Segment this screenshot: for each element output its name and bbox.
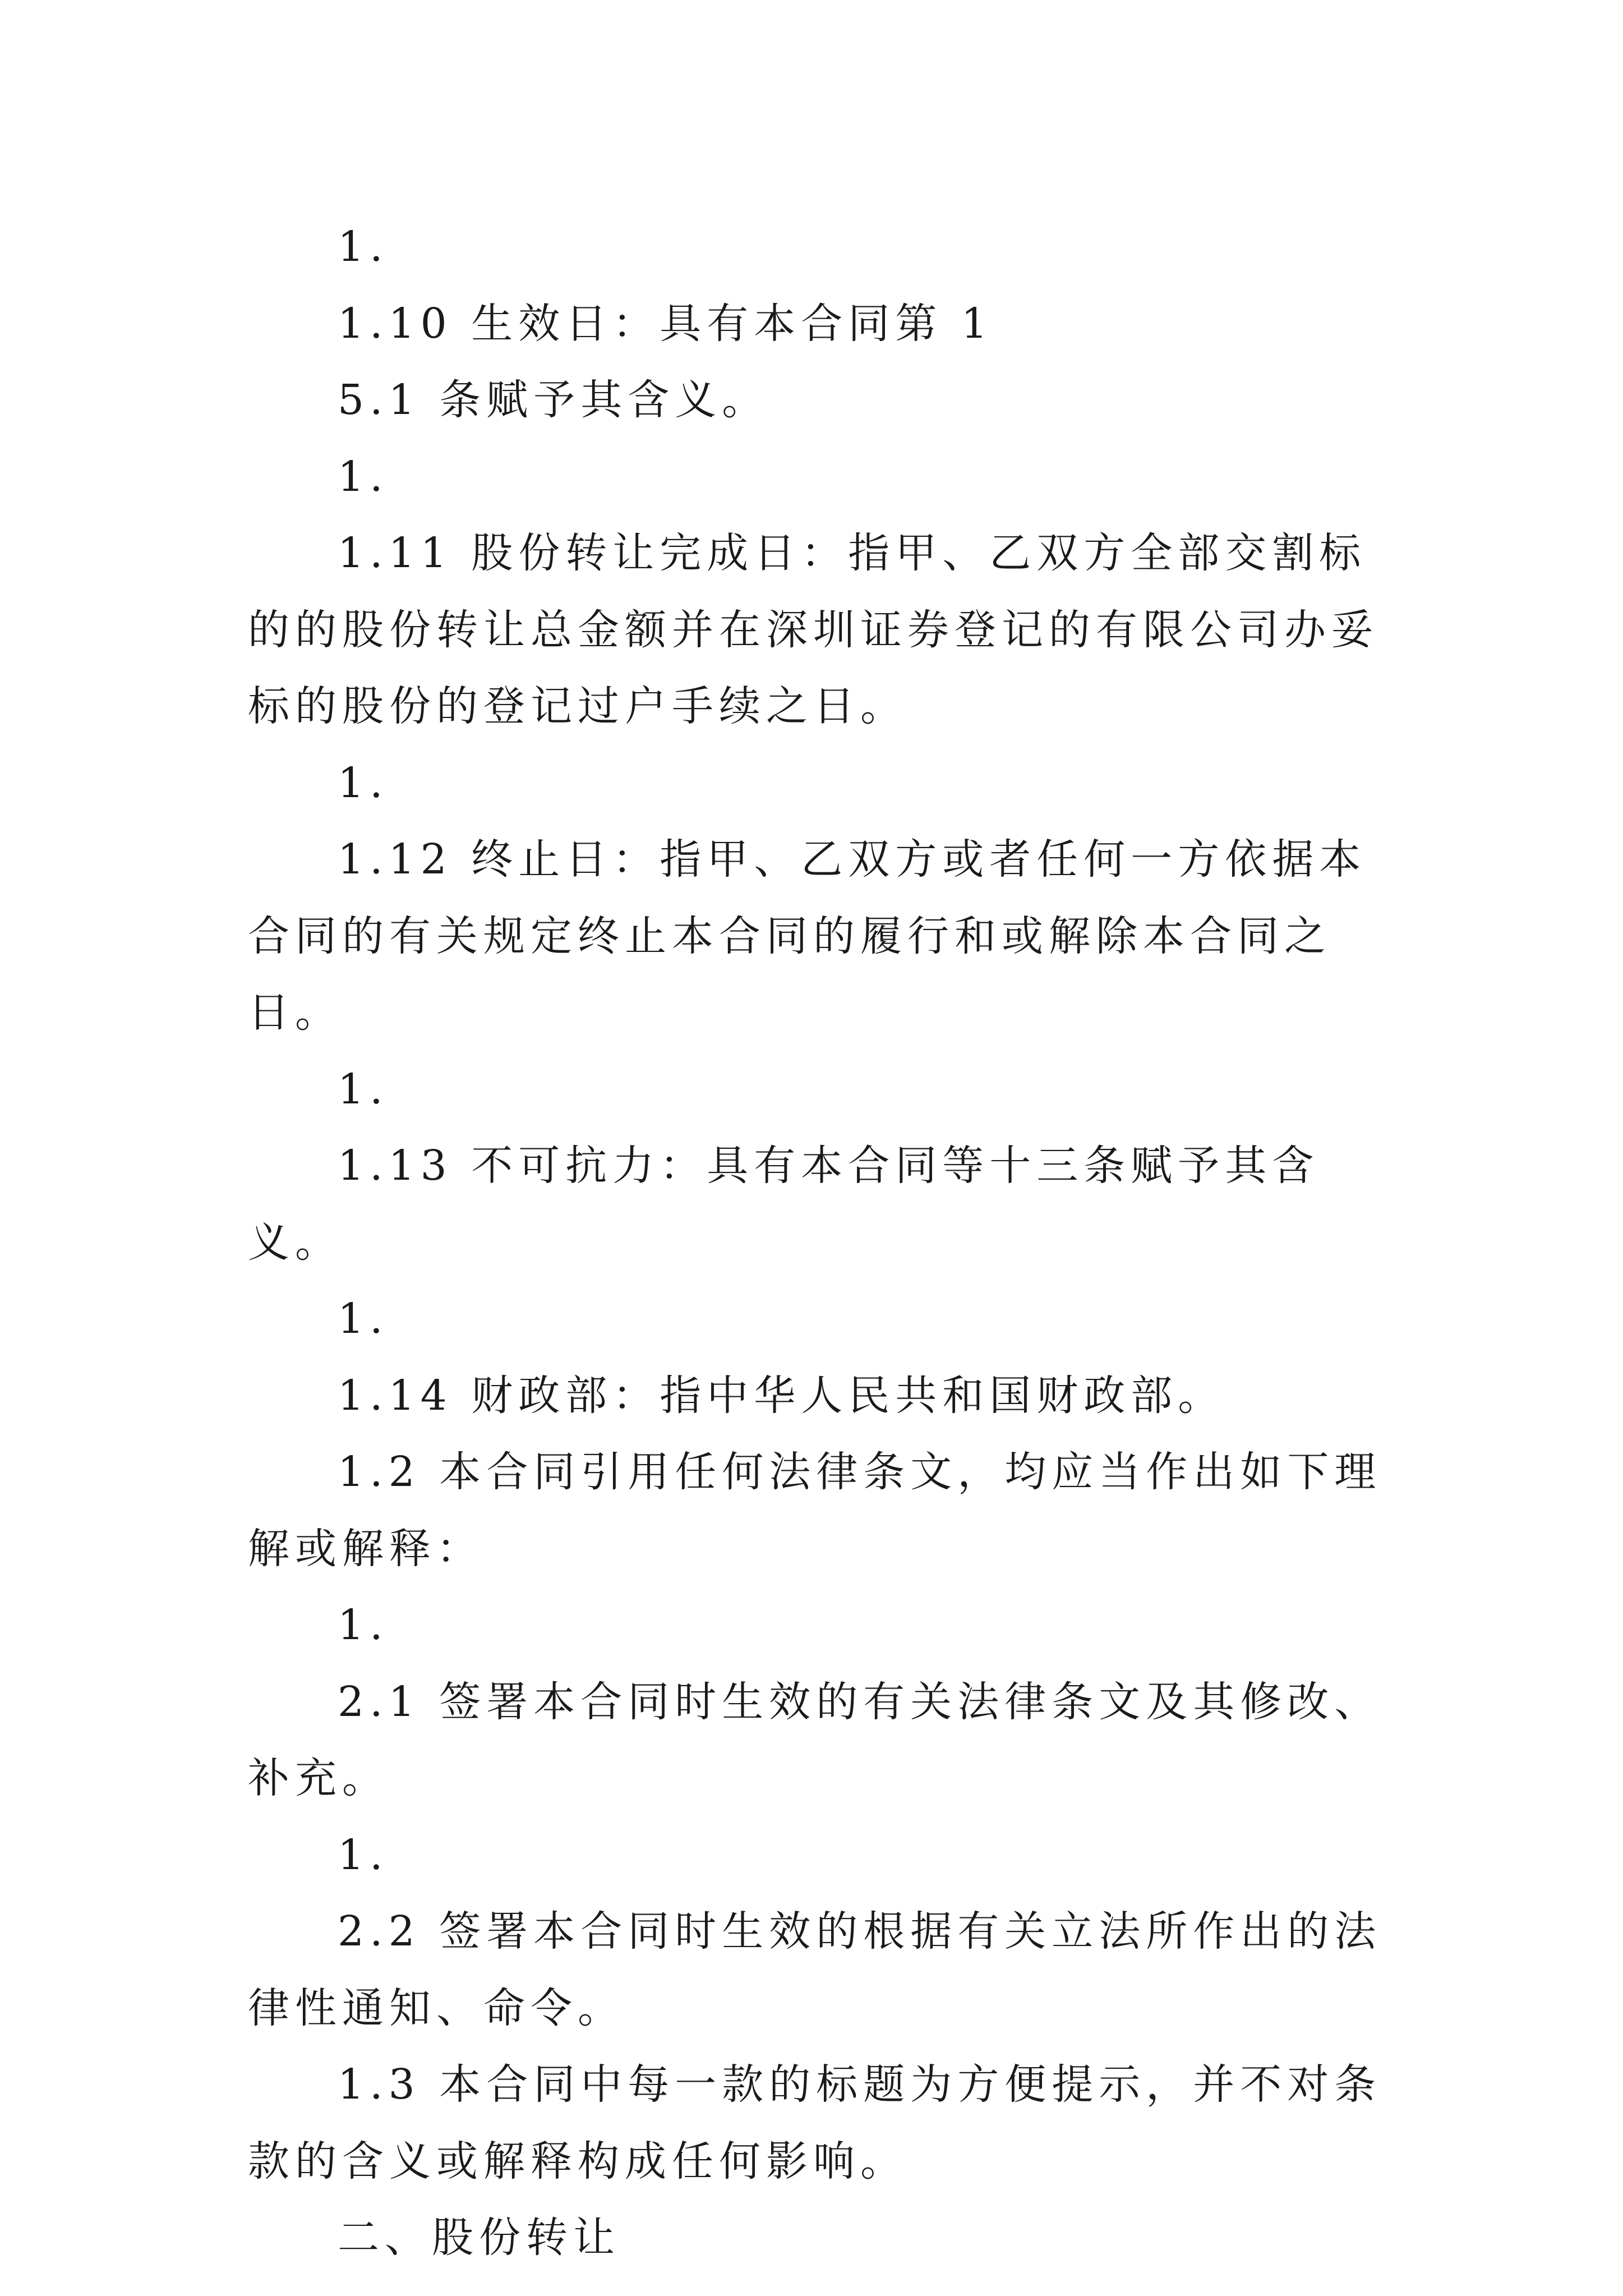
paragraph: 5.1 条赋予其含义。: [338, 376, 769, 424]
paragraph: 1.: [338, 758, 389, 807]
paragraph: 1.10 生效日：具有本合同第 1: [338, 299, 993, 348]
paragraph: 1.: [338, 1830, 389, 1879]
paragraph: 1.14 财政部：指中华人民共和国财政部。: [338, 1371, 1225, 1420]
paragraph: 1.: [338, 1065, 389, 1114]
paragraph: 1.: [338, 1601, 389, 1649]
paragraph: 1.: [338, 452, 389, 501]
paragraph: 1.: [338, 1295, 389, 1343]
paragraph: 1.2 本合同引用任何法律条文，均应当作出如下理解或解释：: [248, 1448, 1382, 1573]
document-body: [248, 209, 1392, 2276]
paragraph: 1.: [338, 223, 389, 271]
section-heading: 二、股份转让: [338, 2214, 620, 2262]
paragraph: 1.12 终止日：指甲、乙双方或者任何一方依据本合同的有关规定终止本合同的履行和或解除本合同之日。: [248, 835, 1367, 1037]
paragraph: 1.13 不可抗力：具有本合同等十三条赋予其含义。: [248, 1142, 1320, 1267]
paragraph: 2.1 签署本合同时生效的有关法律条文及其修改、补充。: [248, 1677, 1382, 1802]
paragraph: 2.2 签署本合同时生效的根据有关立法所作出的法律性通知、命令。: [248, 1907, 1382, 2032]
paragraph: 1.11 股份转让完成日：指甲、乙双方全部交割标的的股份转让总金额并在深圳证券登记的有限公司办妥标的股份的登记过户手续之日。: [248, 529, 1378, 730]
paragraph: 1.3 本合同中每一款的标题为方便提示，并不对条款的含义或解释构成任何影响。: [248, 2060, 1382, 2185]
